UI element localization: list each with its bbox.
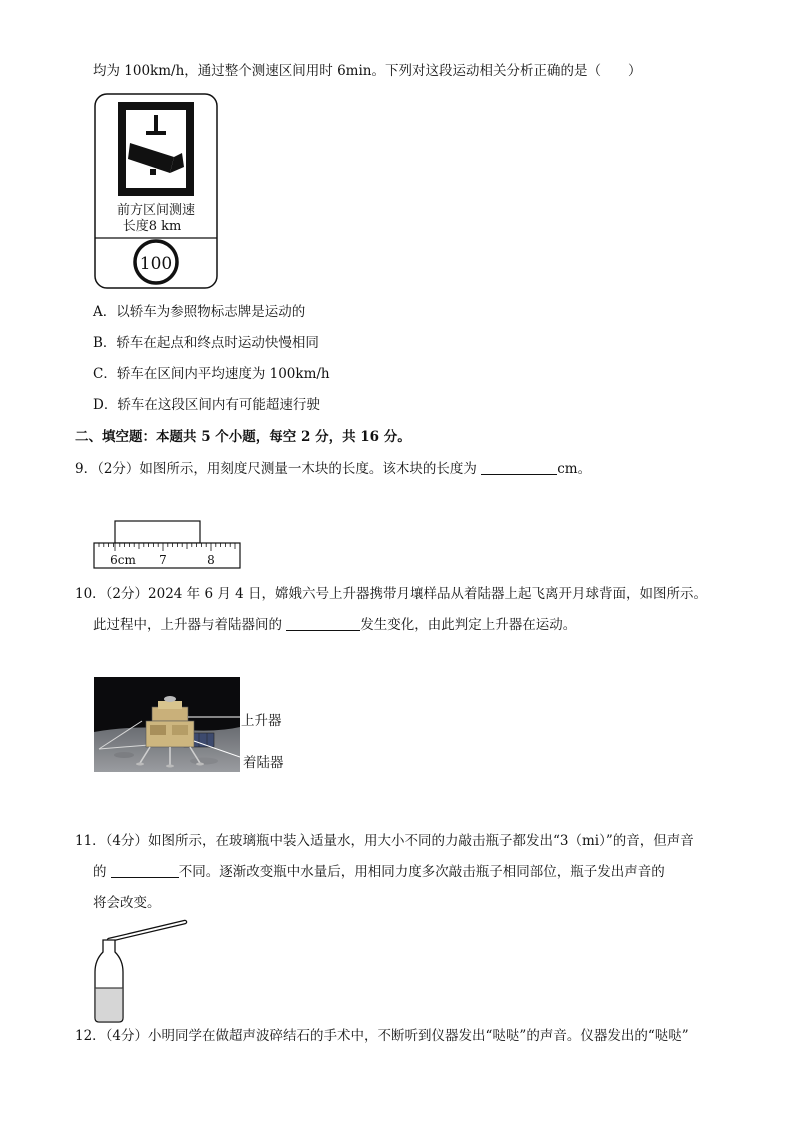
q11-text-after: 不同。逐渐改变瓶中水量后，用相同力度多次敲击瓶子相同部位，瓶子发出声音的 <box>178 864 665 880</box>
q9-answer-blank[interactable] <box>481 460 557 475</box>
q11-line2 <box>93 863 665 881</box>
q10-line2 <box>93 616 576 634</box>
label-lander: 着陆器 <box>243 755 284 771</box>
q8-stem-tail: 均为 100km/h，通过整个测速区间用时 6min。下列对这段运动相关分析正确的是（ ） <box>93 63 642 79</box>
question-9 <box>75 460 591 478</box>
ruler-label-7: 7 <box>159 553 167 567</box>
wooden-block <box>115 521 200 543</box>
q11-answer-blank[interactable] <box>111 863 179 878</box>
option-a: A．以轿车为参照物标志牌是运动的 <box>93 304 306 320</box>
q9-text-before: 9．（2分）如图所示，用刻度尺测量一木块的长度。该木块的长度为 <box>75 461 482 477</box>
ruler-label-6cm: 6cm <box>110 553 136 567</box>
q10-line1: 10．（2分）2024 年 6 月 4 日，嫦娥六号上升器携带月壤样品从着陆器上起飞离开月球背面，如图所示。 <box>75 586 708 602</box>
striking-rod <box>109 922 185 940</box>
water <box>96 988 123 1021</box>
option-b: B．轿车在起点和终点时运动快慢相同 <box>93 335 319 351</box>
ruler-figure <box>93 518 243 570</box>
q11-line1: 11．（4分）如图所示，在玻璃瓶中装入适量水，用大小不同的力敲击瓶子都发出“3（mi）”的音，但声音 <box>75 833 694 849</box>
label-ascender: 上升器 <box>241 713 282 729</box>
glass-bottle <box>95 940 123 1022</box>
speed-section-sign-figure <box>94 93 218 289</box>
q11-text-before: 的 <box>93 864 111 880</box>
ruler-label-8: 8 <box>207 553 215 567</box>
q12-line1: 12．（4分）小明同学在做超声波碎结石的手术中，不断听到仪器发出“哒哒”的声音。仪器发出的“哒哒” <box>75 1028 689 1044</box>
bottle-figure <box>93 918 189 1024</box>
q10-text-after: 发生变化，由此判定上升器在运动。 <box>360 617 577 633</box>
sign-text-line1: 前方区间测速 <box>116 203 196 218</box>
option-d: D．轿车在这段区间内有可能超速行驶 <box>93 397 320 413</box>
q9-text-after: cm。 <box>557 461 592 477</box>
lunar-lander-image <box>94 677 240 772</box>
q10-answer-blank[interactable] <box>286 616 360 631</box>
section-heading: 二、填空题：本题共 5 个小题，每空 2 分，共 16 分。 <box>75 429 411 445</box>
q11-line3: 将会改变。 <box>93 895 161 911</box>
camera-icon <box>118 102 194 196</box>
sign-text-line2: 长度8 km <box>122 219 182 234</box>
speed-limit-value: 100 <box>139 254 173 274</box>
option-c: C．轿车在区间内平均速度为 100km/h <box>93 366 330 382</box>
q10-text-before: 此过程中，上升器与着陆器间的 <box>93 617 287 633</box>
